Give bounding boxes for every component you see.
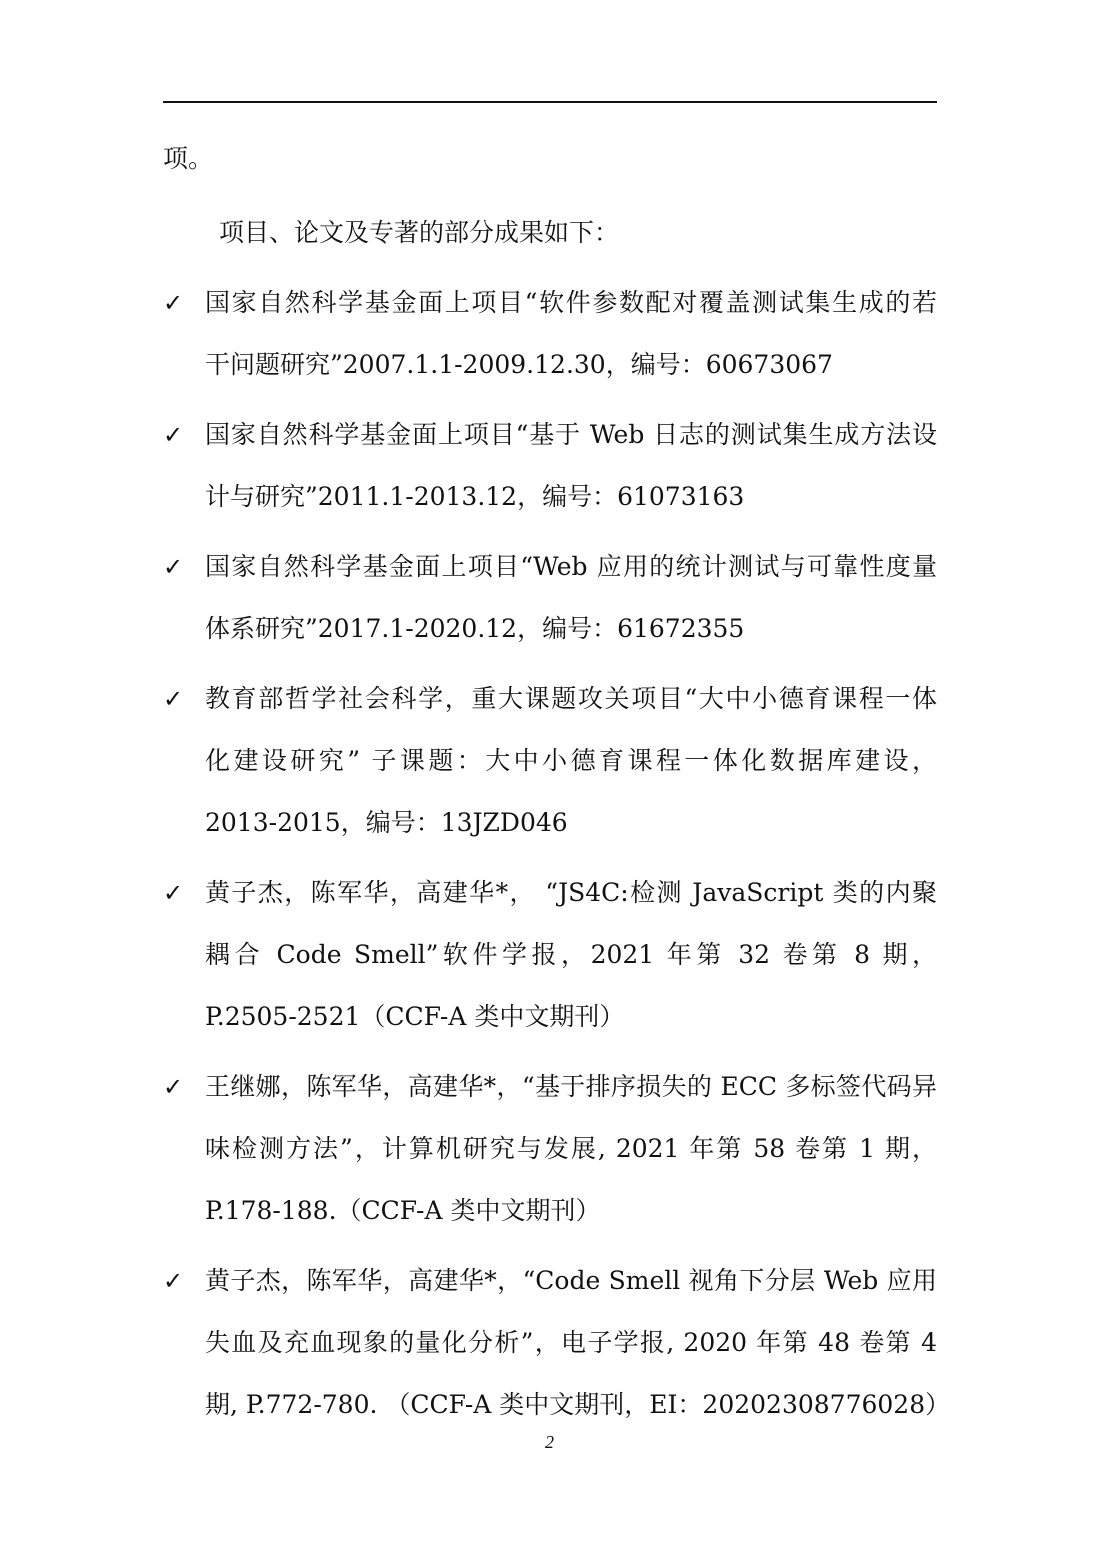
list-item-line: 耦合 Code Smell”软件学报，2021 年第 32 卷第 8 期， <box>205 940 937 969</box>
achievement-list <box>163 272 951 1436</box>
list-item-line: 期, P.772-780. （CCF-A 类中文期刊，EI：20202308776028） <box>205 1390 951 1419</box>
list-item-line: 化建设研究” 子课题：大中小德育课程一体化数据库建设， <box>205 746 937 775</box>
list-item <box>163 272 937 396</box>
continuation-text: 项。 <box>163 144 214 173</box>
list-item <box>163 1056 937 1242</box>
checkmark-icon: ✓ <box>163 685 184 713</box>
list-item-line: 王继娜，陈军华，高建华*，“基于排序损失的 ECC 多标签代码异 <box>205 1072 937 1101</box>
list-item-line: 国家自然科学基金面上项目“Web 应用的统计测试与可靠性度量 <box>205 552 937 581</box>
checkmark-icon: ✓ <box>163 289 184 317</box>
checkmark-icon: ✓ <box>163 1073 184 1101</box>
list-item-line: 黄子杰，陈军华，高建华*， “JS4C:检测 JavaScript 类的内聚 <box>205 878 937 907</box>
page-number: 2 <box>545 1432 554 1452</box>
list-item-line: 教育部哲学社会科学，重大课题攻关项目“大中小德育课程一体 <box>205 684 937 713</box>
checkmark-icon: ✓ <box>163 421 184 449</box>
list-item <box>163 862 937 1048</box>
list-item-line: 味检测方法”，计算机研究与发展, 2021 年第 58 卷第 1 期， <box>205 1134 937 1163</box>
page-body <box>163 128 951 1444</box>
list-item <box>163 1250 951 1436</box>
list-item-line: 体系研究”2017.1-2020.12，编号：61672355 <box>205 614 745 643</box>
list-item <box>163 404 937 528</box>
list-item-line: 国家自然科学基金面上项目“软件参数配对覆盖测试集生成的若 <box>205 288 937 317</box>
checkmark-icon: ✓ <box>163 879 184 907</box>
list-item <box>163 536 937 660</box>
checkmark-icon: ✓ <box>163 553 184 581</box>
list-item-line: 黄子杰，陈军华，高建华*，“Code Smell 视角下分层 Web 应用 <box>205 1266 937 1295</box>
list-item-line: 失血及充血现象的量化分析”，电子学报, 2020 年第 48 卷第 4 <box>205 1328 937 1357</box>
intro-paragraph: 项目、论文及专著的部分成果如下： <box>219 218 620 247</box>
checkmark-icon: ✓ <box>163 1267 184 1295</box>
list-item-line: P.178-188.（CCF-A 类中文期刊） <box>205 1196 601 1225</box>
list-item-line: 计与研究”2011.1-2013.12，编号：61073163 <box>205 482 745 511</box>
list-item-line: 2013-2015，编号：13JZD046 <box>205 808 568 837</box>
list-item-line: P.2505-2521（CCF-A 类中文期刊） <box>205 1002 625 1031</box>
list-item <box>163 668 937 854</box>
list-item-line: 干问题研究”2007.1.1-2009.12.30，编号：60673067 <box>205 350 833 379</box>
list-item-line: 国家自然科学基金面上项目“基于 Web 日志的测试集生成方法设 <box>205 420 937 449</box>
header-rule <box>163 101 937 103</box>
